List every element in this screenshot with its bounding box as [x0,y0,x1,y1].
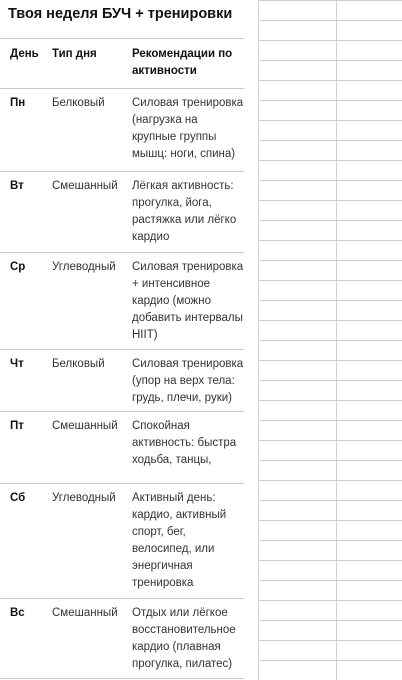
grid-row-line [258,640,402,641]
recommendation-cell [128,412,244,483]
grid-row-line [258,160,402,161]
table-header-row [0,39,244,89]
header-recommendations-line: Рекомендации по [132,48,233,60]
rec-line: спорт, бег, [132,526,186,538]
day-cell: Пн [10,97,26,109]
grid-row-line [258,0,402,1]
table-row [0,599,244,679]
header-type: Тип дня [52,48,97,60]
rec-line: крупные группы [132,131,217,143]
grid-row-line [258,180,402,181]
grid-row-line [258,60,402,61]
grid-row-line [258,240,402,241]
grid-row-line [258,260,402,261]
header-recommendations [128,39,244,88]
table-row [0,484,244,599]
rec-line: растяжка или лёгко [132,214,237,226]
grid-row-line [258,100,402,101]
rec-line: восстановительное [132,624,236,636]
grid-row-line [258,340,402,341]
rec-line: HIIT) [132,329,158,341]
rec-line: прогулка, пилатес) [132,658,233,670]
recommendation-cell [128,89,244,171]
table-row [0,89,244,172]
rec-line: тренировка [132,577,194,589]
schedule-table [0,38,244,679]
grid-row-line [258,320,402,321]
type-cell: Смешанный [52,607,118,619]
page-title: Твоя неделя БУЧ + тренировки [8,6,233,22]
grid-row-line [258,200,402,201]
grid-row-line [258,20,402,21]
type-cell: Углеводный [52,492,116,504]
grid-row-line [258,560,402,561]
rec-line: Спокойная [132,420,190,432]
rec-line: кардио (можно [132,295,211,307]
rec-line: кардио, активный [132,509,227,521]
grid-row-line [258,460,402,461]
type-cell: Углеводный [52,261,116,273]
header-day: День [10,48,39,60]
grid-row-line [258,380,402,381]
grid-row-line [258,220,402,221]
rec-line: Силовая тренировка [132,358,244,370]
grid-row-line [258,300,402,301]
rec-line: велосипед, или [132,543,215,555]
rec-line: Силовая тренировка [132,261,244,273]
grid-row-line [258,520,402,521]
grid-row-line [258,420,402,421]
grid-row-line [258,620,402,621]
rec-line: Силовая тренировка [132,97,244,109]
grid-row-line [258,480,402,481]
grid-row-line [258,140,402,141]
day-cell: Вс [10,607,25,619]
rec-line: Отдых или лёгкое [132,607,228,619]
table-row [0,172,244,253]
recommendation-cell [128,484,244,598]
header-recommendations-line: активности [132,65,197,77]
rec-line: ходьба, танцы, [132,454,212,466]
grid-row-line [258,580,402,581]
spreadsheet-grid [258,0,402,680]
grid-row-line [258,280,402,281]
grid-row-line [258,660,402,661]
grid-row-line [258,80,402,81]
rec-line: прогулка, йога, [132,197,212,209]
recommendation-cell [128,172,244,252]
table-row [0,350,244,412]
day-cell: Чт [10,358,24,370]
type-cell: Белковый [52,358,105,370]
type-cell: Смешанный [52,180,118,192]
recommendation-cell [128,253,244,349]
rec-line: кардио [132,231,170,243]
day-cell: Ср [10,261,26,273]
rec-line: активность: быстра [132,437,237,449]
rec-line: энергичная [132,560,193,572]
table-row [0,253,244,350]
recommendation-cell [128,599,244,678]
rec-line: кардио (плавная [132,641,221,653]
rec-line: Лёгкая активность: [132,180,234,192]
recommendation-cell [128,350,244,411]
rec-line: + интенсивное [132,278,210,290]
day-cell: Сб [10,492,26,504]
type-cell: Белковый [52,97,105,109]
grid-row-line [258,500,402,501]
rec-line: грудь, плечи, руки) [132,392,232,404]
day-cell: Пт [10,420,24,432]
grid-row-line [258,440,402,441]
type-cell: Смешанный [52,420,118,432]
table-row [0,412,244,484]
rec-line: (нагрузка на [132,114,198,126]
grid-row-line [258,540,402,541]
grid-row-line [258,360,402,361]
rec-line: мышц: ноги, спина) [132,148,236,160]
day-cell: Вт [10,180,24,192]
rec-line: Активный день: [132,492,216,504]
grid-row-line [258,40,402,41]
grid-row-line [258,120,402,121]
grid-row-line [258,400,402,401]
grid-row-line [258,600,402,601]
rec-line: добавить интервалы [132,312,243,324]
rec-line: (упор на верх тела: [132,375,235,387]
